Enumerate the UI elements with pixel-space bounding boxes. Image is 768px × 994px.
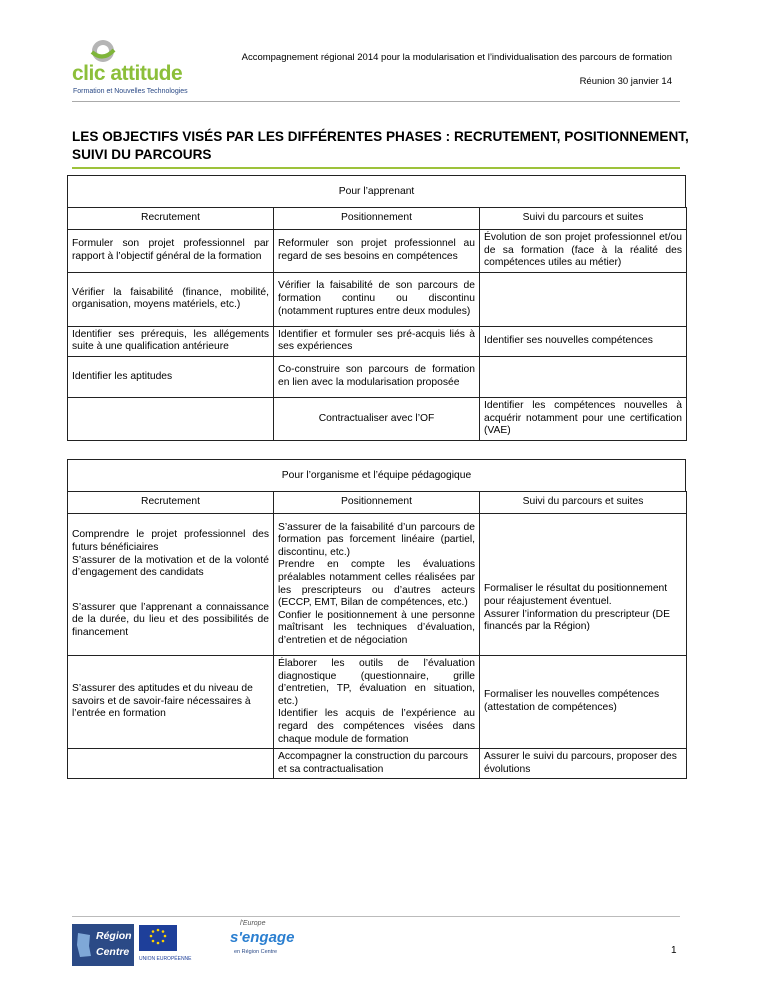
table2-recrutement-item: S’assurer de la motivation et de la volonté d’engagement des candidats [72, 554, 269, 579]
table2-recrutement-item: S’assurer que l’apprenant a connaissance de la durée, du lieu et des possibilités de financement [72, 601, 269, 638]
table1-suivi-cell [480, 356, 687, 397]
table-row [68, 656, 687, 749]
table1-recrutement-cell: Identifier les aptitudes [68, 356, 274, 397]
table2-positionnement-item: Prendre en compte les évaluations préalables notamment celles réalisées par les prescripteurs ou d’autres acteurs (ECCP, EMT, Bilan de compétences, etc.) [278, 559, 475, 609]
table1-positionnement-cell: Co-construire son parcours de formation en lien avec la modularisation proposée [274, 356, 480, 397]
table1-suivi-cell: Identifier ses nouvelles compétences [480, 326, 687, 356]
table1-recrutement-cell [68, 397, 274, 440]
table1-suivi-cell [480, 272, 687, 326]
table2-positionnement-cell [274, 514, 480, 656]
map-icon [75, 930, 93, 960]
table1-suivi-cell: Évolution de son projet professionnel et/ou de sa formation (face à la réalité des compétences utiles au métier) [480, 230, 687, 273]
europe-logo-line1: l'Europe [240, 920, 266, 927]
region-centre-logo [72, 924, 134, 966]
table2-header-positionnement: Positionnement [274, 492, 480, 514]
table2-positionnement-item: Élaborer les outils de l’évaluation diagnostique (questionnaire, grille d’entretien, TP, évaluation en situation, etc.) [278, 658, 475, 707]
table2-suivi-cell [480, 514, 687, 656]
table2-header-recrutement: Recrutement [68, 492, 274, 514]
eu-flag-icon [139, 925, 177, 951]
table2-suivi-cell: Formaliser les nouvelles compétences (attestation de compétences) [480, 656, 687, 749]
table2-recrutement-cell [68, 749, 274, 779]
eu-logo [139, 925, 219, 967]
table2-suivi-item: Formaliser le résultat du positionnement pour réajustement éventuel. [484, 583, 668, 607]
table1-header-positionnement: Positionnement [274, 208, 480, 230]
page-title-line2: SUIVI DU PARCOURS [72, 147, 212, 162]
table2-header-row [68, 492, 687, 514]
table2-positionnement-item: Identifier les acquis de l’expérience au regard des compétences visées dans chaque module de formation [278, 708, 475, 745]
table2-suivi-item: Assurer l’information du prescripteur (DE financés par la Région) [484, 608, 670, 633]
eu-caption: UNION EUROPÉENNE [139, 956, 192, 962]
header-meeting-date: Réunion 30 janvier 14 [579, 76, 672, 87]
table1-positionnement-cell: Contractualiser avec l’OF [274, 397, 480, 440]
region-logo-line2: Centre [96, 946, 130, 958]
clic-attitude-logo [72, 38, 192, 100]
table-row [68, 272, 687, 326]
table2-recrutement-item: Comprendre le projet professionnel des futurs bénéficiaires [72, 529, 269, 554]
table2-positionnement-cell: Accompagner la construction du parcours et sa contractualisation [274, 749, 480, 779]
europe-logo-line2: s'engage [230, 929, 295, 946]
table1-header-suivi: Suivi du parcours et suites [480, 208, 687, 230]
logo-tagline: Formation et Nouvelles Technologies [73, 88, 188, 95]
title-rule [72, 167, 680, 169]
table1-positionnement-cell: Reformuler son projet professionnel au regard de ses besoins en compétences [274, 230, 480, 273]
table2-header-suivi: Suivi du parcours et suites [480, 492, 687, 514]
table-row [68, 397, 687, 440]
table-row [68, 749, 687, 779]
table1-header-recrutement: Recrutement [68, 208, 274, 230]
table1-header-row [68, 208, 687, 230]
table2-caption: Pour l’organisme et l’équipe pédagogique [281, 470, 472, 481]
table-row [68, 356, 687, 397]
table2-suivi-cell: Assurer le suivi du parcours, proposer des évolutions [480, 749, 687, 779]
page-title [72, 128, 689, 164]
table2-positionnement-item: S’assurer de la faisabilité d’un parcours de formation pas forcement linéaire (partiel, discontinu, etc.) [278, 521, 475, 558]
table2-recrutement-cell [68, 514, 274, 656]
table-row [68, 230, 687, 273]
table-row [68, 514, 687, 656]
table1-recrutement-cell: Vérifier la faisabilité (finance, mobilité, organisation, moyens matériels, etc.) [68, 272, 274, 326]
table1-recrutement-cell: Identifier ses prérequis, les allégements suite à une qualification antérieure [68, 326, 274, 356]
page-title-line1: LES OBJECTIFS VISÉS PAR LES DIFFÉRENTES PHASES : RECRUTEMENT, POSITIONNEMENT, [72, 129, 689, 144]
page-number: 1 [671, 945, 677, 956]
table1-caption-box [67, 175, 686, 208]
eu-stars-icon [139, 925, 177, 951]
table2-recrutement-cell: S’assurer des aptitudes et du niveau de savoirs et de savoir-faire nécessaires à l’entrée en formation [68, 656, 274, 749]
table-row [68, 326, 687, 356]
header-rule [72, 101, 680, 102]
table2-positionnement-item: Confier le positionnement à une personne maîtrisant les techniques d’évaluation, d’entretien et de négociation [278, 609, 475, 646]
table1 [67, 207, 687, 441]
table1-recrutement-cell: Formuler son projet professionnel par rapport à l’objectif général de la formation [68, 230, 274, 273]
spacer [72, 580, 269, 602]
europe-engage-logo [228, 920, 295, 968]
header-title: Accompagnement régional 2014 pour la modularisation et l’individualisation des parcours de formation [241, 52, 672, 63]
table1-positionnement-cell: Identifier et formuler ses pré-acquis liés à ses expériences [274, 326, 480, 356]
footer-rule [72, 916, 680, 917]
table2 [67, 491, 687, 779]
europe-logo-line3: en Région Centre [234, 949, 278, 955]
table1-caption: Pour l’apprenant [338, 186, 415, 197]
logo-brand: clic attitude [72, 62, 183, 85]
table1-suivi-cell: Identifier les compétences nouvelles à acquérir notamment pour une certification (VAE) [480, 397, 687, 440]
table1-positionnement-cell: Vérifier la faisabilité de son parcours de formation continu ou discontinu (notamment ruptures entre deux modules) [274, 272, 480, 326]
region-logo-line1: Région [96, 930, 132, 942]
table2-caption-box [67, 459, 686, 492]
table2-positionnement-cell [274, 656, 480, 749]
